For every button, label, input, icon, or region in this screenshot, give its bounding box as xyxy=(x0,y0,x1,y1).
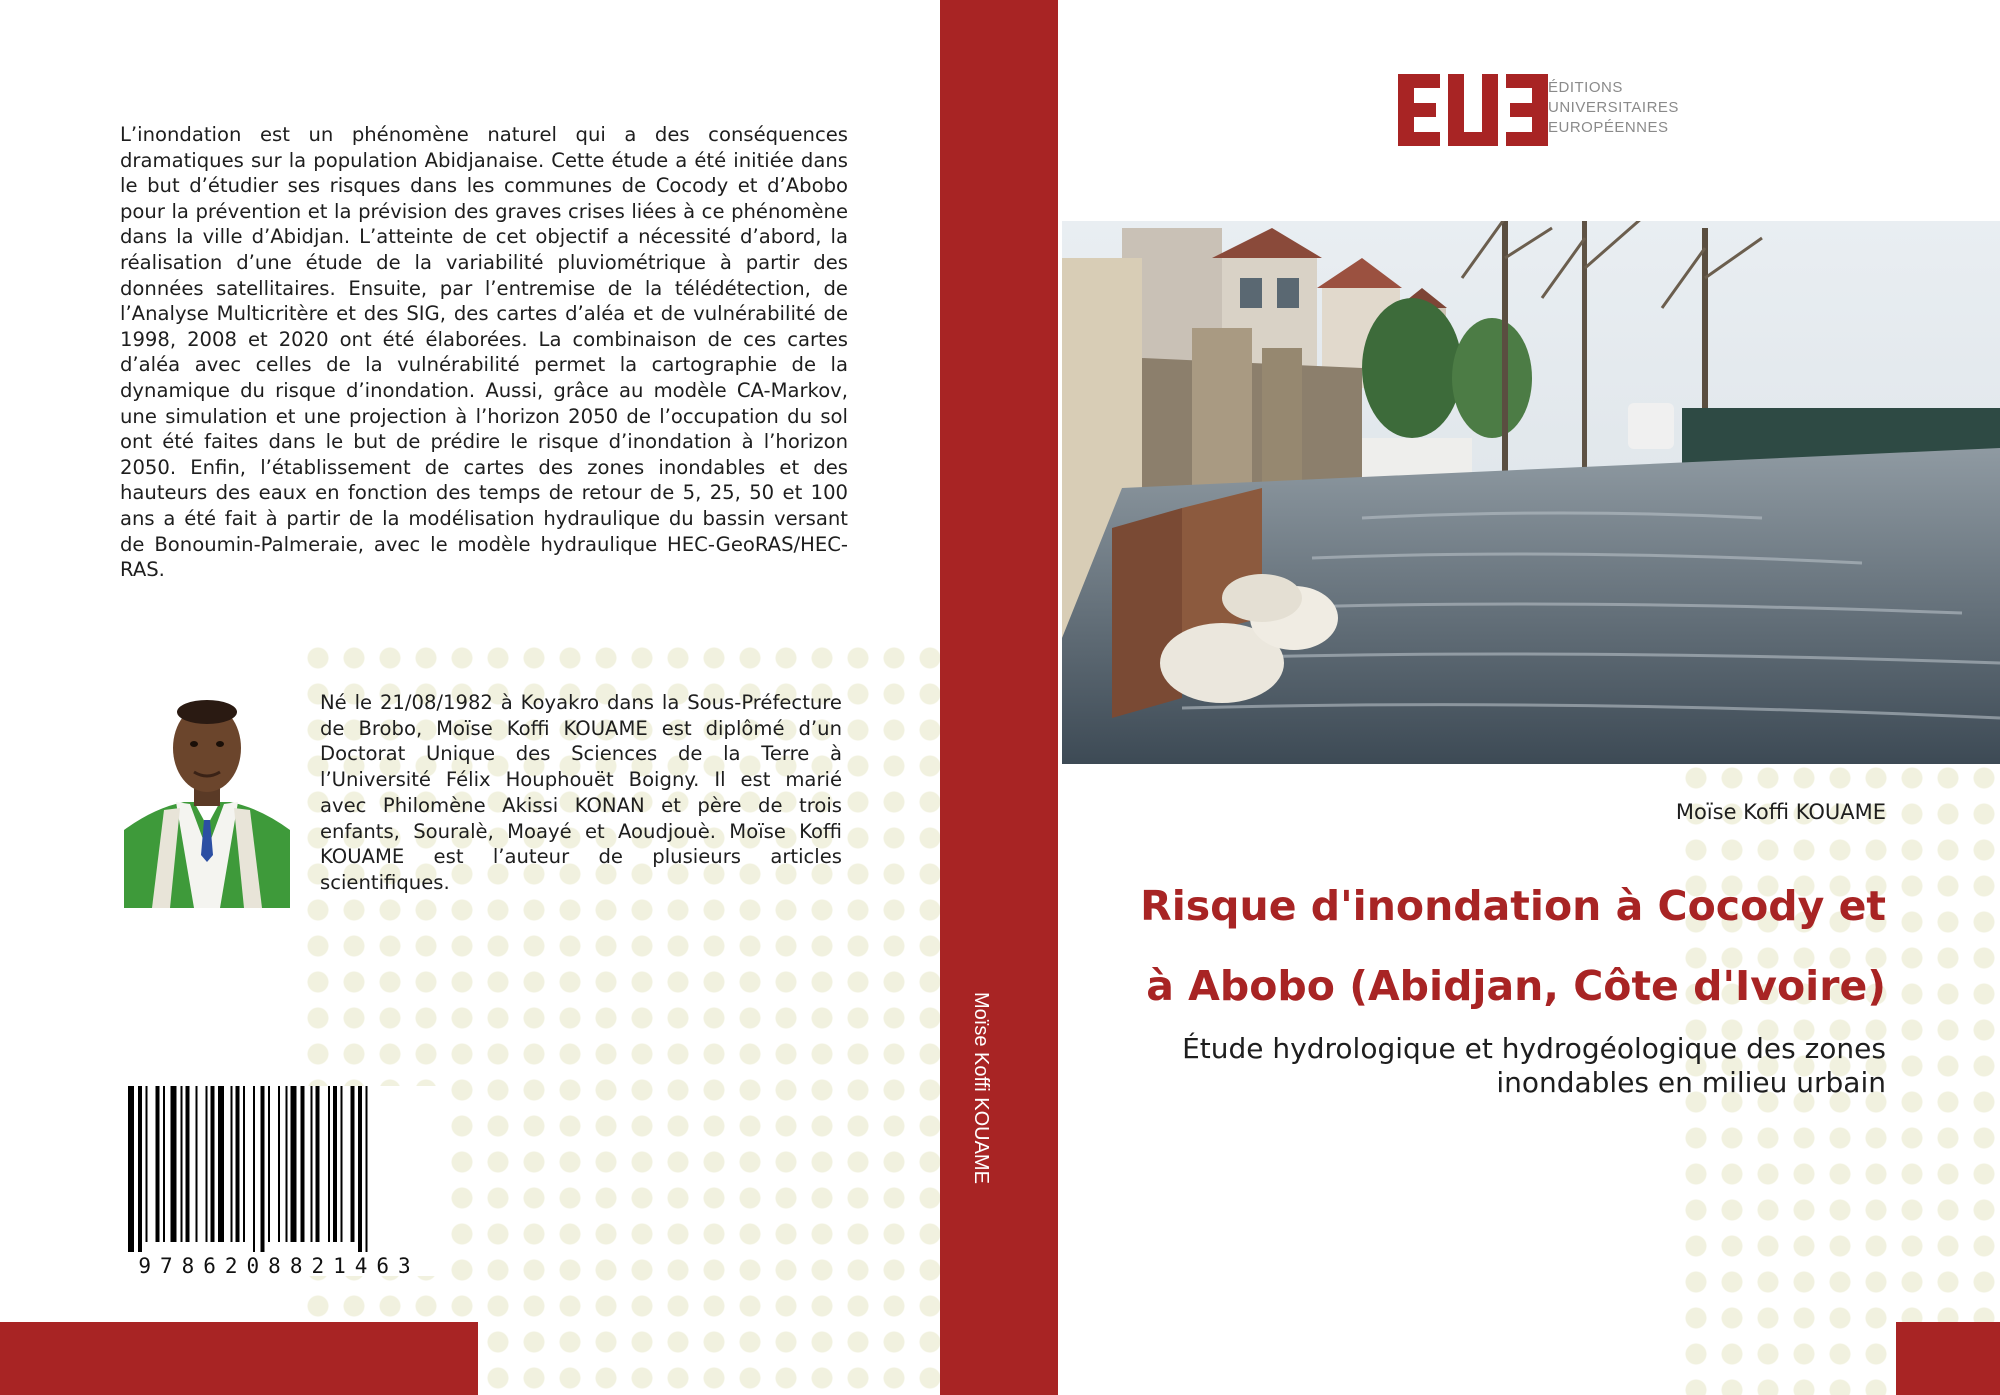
barcode-bars xyxy=(128,1086,430,1252)
book-title: Risque d'inondation à Cocody et à Abobo (Abidjan, Côte d'Ivoire) xyxy=(1140,882,1886,1010)
publisher-name-line: ÉDITIONS xyxy=(1548,79,1623,96)
spine xyxy=(940,0,1058,1395)
author-photo xyxy=(124,690,290,908)
barcode-bar xyxy=(333,1086,337,1242)
flooded-street-photo xyxy=(1062,218,2000,764)
barcode-bar xyxy=(351,1086,355,1242)
front-author: Moïse Koffi KOUAME xyxy=(1675,800,1886,824)
back-red-bar xyxy=(0,1322,478,1395)
barcode-bar xyxy=(163,1086,165,1242)
barcode-bar xyxy=(243,1086,245,1242)
isbn-digits: 9786208821463 xyxy=(138,1254,420,1278)
barcode-bar xyxy=(196,1086,198,1242)
barcode-bar xyxy=(358,1086,362,1252)
barcode-bar xyxy=(341,1086,343,1242)
back-cover-blurb: L’inondation est un phénomène naturel qui a des conséquences dramatiques sur la population Abidjanaise. Cette étude a été initiée dans le but d’étudier ses risques dans les communes de Cocody et d’Abobo pour la prévention et la prévision des graves crises liées à ce phénomène dans la ville d’Abidjan. L’atteinte de cet objectif a nécessité d’abord, la réalisation d’une étude de la variabilité pluviométrique à partir des données satellitaires. Ensuite, par l’entremise de la télédétection, de l’Analyse Multicritère et des SIG, des cartes d’aléa et de vulnérabilité de 1998, 2008 et 2020 ont été élaborées. La combinaison de ces cartes d’aléa avec celles de la vulnérabilité permet la cartographie de la dynamique du risque d’inondation. Aussi, grâce au modèle CA-Markov, une simulation et une projection à l’horizon 2050 de l’occupation du sol ont été faites dans le but de prédire le risque d’inondation à l’horizon 2050. Enfin, l’établissement de cartes des zones inondables et des hauteurs des eaux en fonction des temps de retour de 5, 25, 50 et 100 ans a été fait à partir de la modélisation hydraulique du bassin versant de Bonoumin-Palmeraie, avec le modèle hydraulique HEC-GeoRAS/HEC-RAS. xyxy=(120,123,848,582)
barcode-bar xyxy=(186,1086,190,1242)
author-bio: Né le 21/08/1982 à Koyakro dans la Sous-Préfecture de Brobo, Moïse Koffi KOUAME est diplômé d’un Doctorat Unique des Sciences de la Terre à l’Université Félix Houphouët Boigny. Il est marié avec Philomène Akissi KONAN et père de trois enfants, Souralè, Moayé et Aoudjouè. Moïse Koffi KOUAME est l’auteur de plusieurs articles scientifiques. xyxy=(320,691,842,894)
book-subtitle: Étude hydrologique et hydrogéologique des zones inondables en milieu urbain xyxy=(1182,1032,1886,1099)
barcode-bar xyxy=(206,1086,208,1242)
barcode-bar xyxy=(146,1086,148,1242)
barcode-bar xyxy=(268,1086,270,1242)
barcode-bar xyxy=(316,1086,320,1242)
isbn-barcode xyxy=(120,1086,438,1276)
publisher-name-line: UNIVERSITAIRES xyxy=(1548,99,1679,116)
barcode-bar xyxy=(211,1086,215,1242)
front-red-bar xyxy=(1896,1322,2000,1395)
barcode-bar xyxy=(138,1086,142,1252)
barcode-bar xyxy=(278,1086,280,1242)
barcode-bar xyxy=(156,1086,160,1242)
barcode-bar xyxy=(301,1086,305,1242)
barcode-bar xyxy=(231,1086,233,1242)
barcode-bar xyxy=(181,1086,183,1242)
barcode-bar xyxy=(311,1086,313,1242)
barcode-bar xyxy=(171,1086,177,1242)
barcode-bar xyxy=(128,1086,134,1252)
barcode-bar xyxy=(366,1086,368,1252)
barcode-bar xyxy=(218,1086,224,1242)
publisher-name xyxy=(1548,78,1679,138)
barcode-bar xyxy=(261,1086,265,1252)
publisher-name-line: EUROPÉENNES xyxy=(1548,119,1669,136)
barcode-bar xyxy=(291,1086,297,1242)
barcode-bar xyxy=(328,1086,330,1242)
barcode-bar xyxy=(253,1086,255,1252)
spine-author: Moïse Koffi KOUAME xyxy=(970,992,992,1184)
barcode-bar xyxy=(286,1086,288,1242)
barcode-bar xyxy=(236,1086,240,1242)
